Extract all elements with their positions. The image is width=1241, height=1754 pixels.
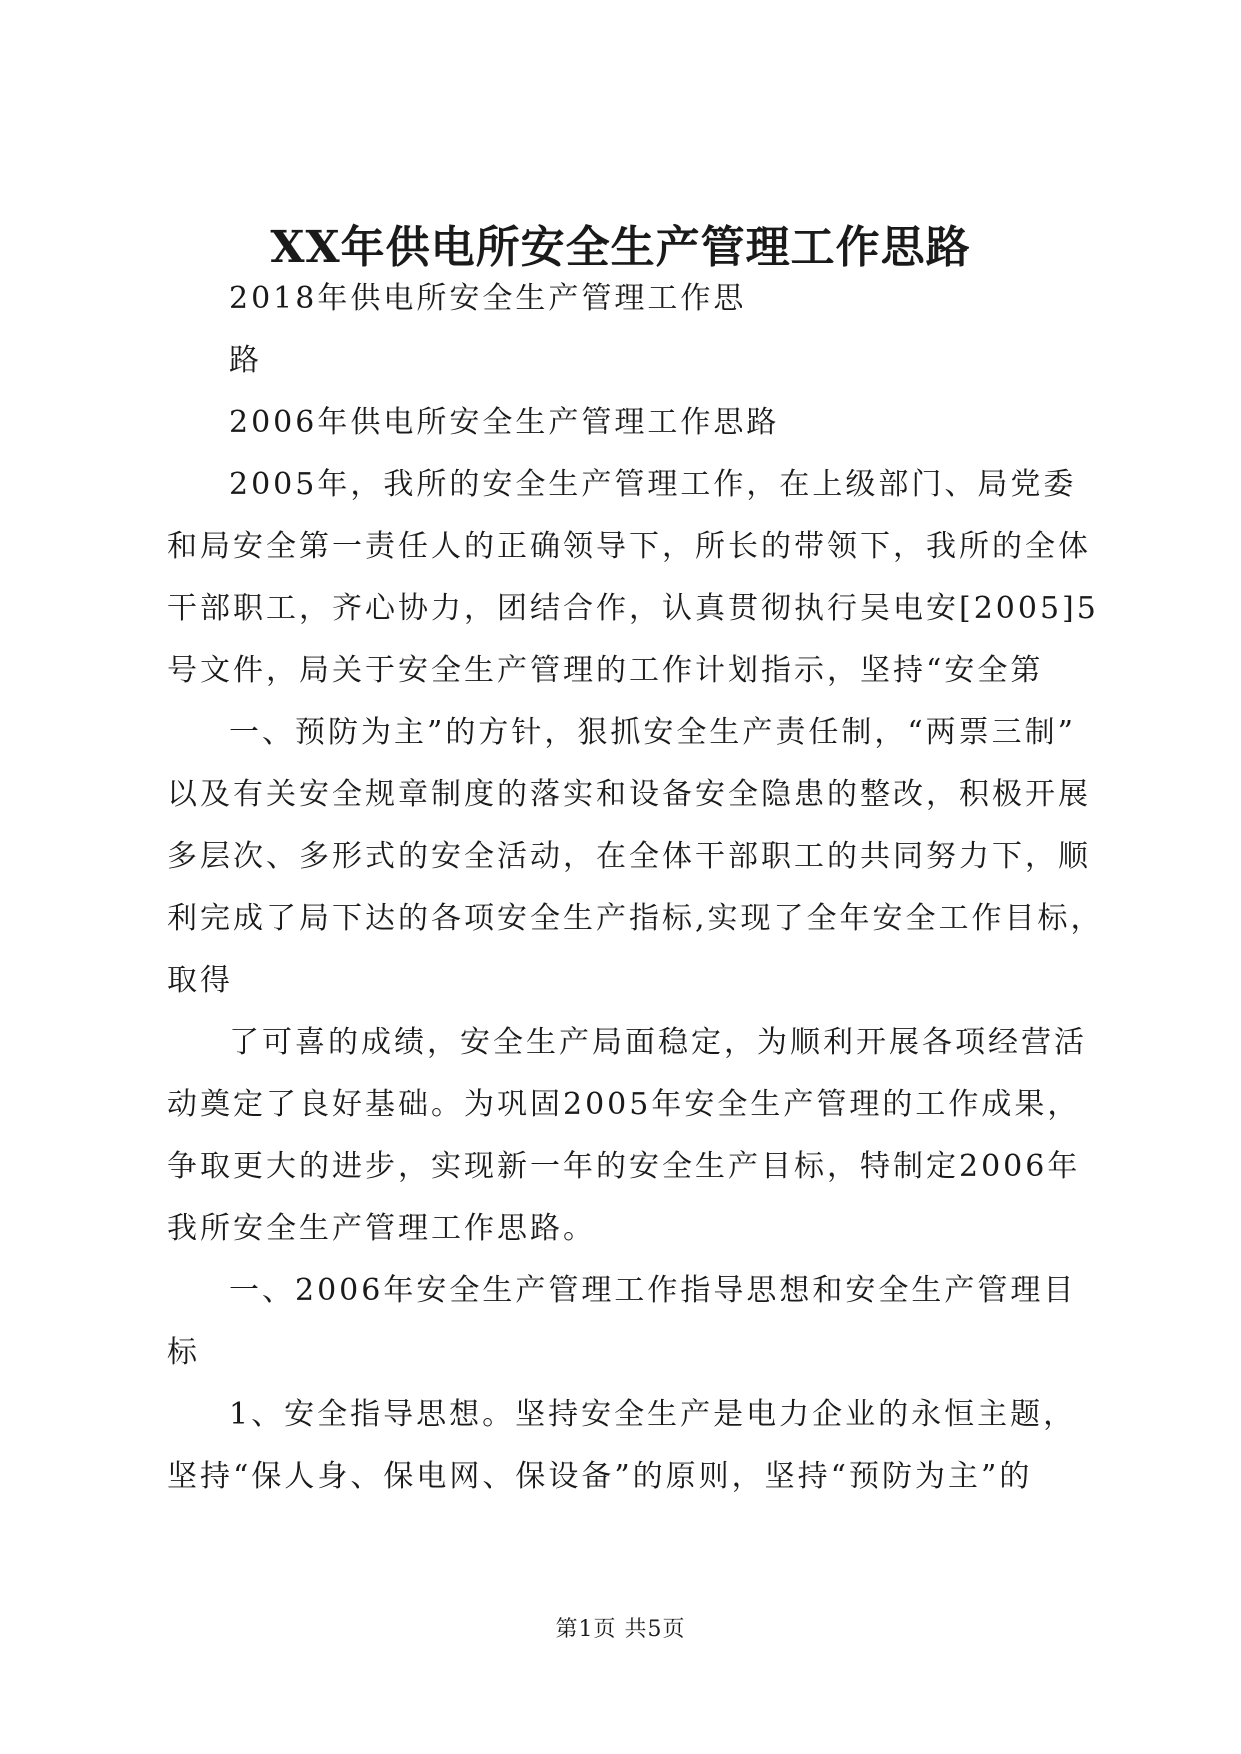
text-line: 多层次、多形式的安全活动，在全体干部职工的共同努力下，顺 — [167, 839, 1091, 874]
text-line: 1、安全指导思想。坚持安全生产是电力企业的永恒主题， — [229, 1397, 1077, 1432]
text-line: 和局安全第一责任人的正确领导下，所长的带领下，我所的全体 — [167, 529, 1091, 564]
text-line: 动奠定了良好基础。为巩固2005年安全生产管理的工作成果， — [167, 1087, 1081, 1122]
text-line: 一、预防为主”的方针，狠抓安全生产责任制，“两票三制” — [229, 715, 1077, 750]
text-line: 以及有关安全规章制度的落实和设备安全隐患的整改，积极开展 — [167, 777, 1091, 812]
text-line: 路 — [229, 343, 262, 378]
text-line: 干部职工，齐心协力，团结合作，认真贯彻执行吴电安[2005]5 — [167, 591, 1099, 626]
text-line: 坚持“保人身、保电网、保设备”的原则，坚持“预防为主”的 — [167, 1459, 1033, 1494]
text-line: 2006年供电所安全生产管理工作思路 — [229, 405, 780, 440]
text-line: 2005年，我所的安全生产管理工作，在上级部门、局党委 — [229, 467, 1077, 502]
text-line: 号文件，局关于安全生产管理的工作计划指示，坚持“安全第 — [167, 653, 1044, 688]
text-line: 取得 — [167, 963, 233, 998]
page-footer: 第1页 共5页 — [555, 1617, 686, 1642]
text-line: 我所安全生产管理工作思路。 — [167, 1211, 596, 1246]
text-line: 2018年供电所安全生产管理工作思 — [229, 281, 747, 316]
document-body — [167, 268, 1104, 1508]
text-line: 了可喜的成绩，安全生产局面稳定，为顺利开展各项经营活 — [229, 1025, 1087, 1060]
text-line: 利完成了局下达的各项安全生产指标,实现了全年安全工作目标， — [167, 901, 1104, 936]
text-line: 争取更大的进步，实现新一年的安全生产目标，特制定2006年 — [167, 1149, 1081, 1184]
text-line: 标 — [167, 1335, 200, 1370]
text-line: 一、2006年安全生产管理工作指导思想和安全生产管理目 — [229, 1273, 1077, 1308]
document-title: XX年供电所安全生产管理工作思路 — [270, 222, 971, 273]
